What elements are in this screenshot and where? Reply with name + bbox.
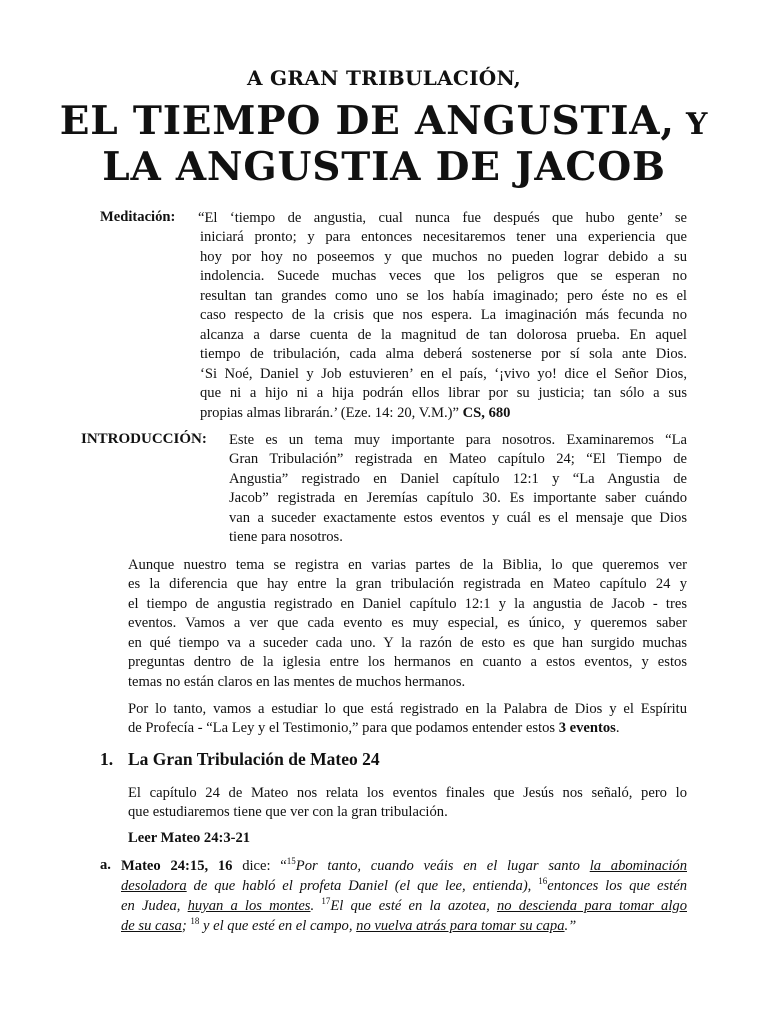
verse-text: . [310,898,322,914]
meditacion-line: caso respecto de la crisis que nos espera. La imaginación más fecunda no [200,307,687,323]
introduccion-line: Angustia” registrado en Daniel capítulo 12:1 y “La Angustia de [229,471,687,487]
introduccion-line: Jacob” registrada en Jeremías capítulo 30. Es importante saber cuándo [229,490,687,506]
meditacion-line: iniciará pronto; y para entonces necesitaremos tener una experiencia que [200,229,687,245]
section-paragraph-line: El capítulo 24 de Mateo nos relata los eventos finales que Jesús nos señaló, pero lo [128,785,687,801]
verse-text: y el que esté en el campo, [199,918,357,934]
meditacion-line: que ni a hijo ni a hija podrán ellos librar por su justicia; tan sólo a sus [200,385,687,401]
verse-text: .” [564,918,577,934]
verse-text: El que esté en la azotea, [330,898,497,914]
verse-number: 18 [190,916,200,927]
verse-number: 17 [321,896,331,907]
body-paragraph-line: es la diferencia que hay entre la gran tribulación registrada en Mateo capítulo 24 y [128,576,687,592]
introduccion-line: van a suceder exactamente estos eventos y cuál es el mensaje que Dios [229,510,687,526]
section-title: La Gran Tribulación de Mateo 24 [128,749,380,769]
verse-number: 16 [538,876,548,887]
meditacion-reference: CS, 680 [462,405,511,421]
meditacion-line-text: propias almas librarán.’ (Eze. 14: 20, V.M.)” [200,405,459,421]
underlined-text: desoladora [121,878,187,894]
body-paragraph2-line: Por lo tanto, vamos a estudiar lo que está registrado en la Palabra de Dios y el Espíritu [128,701,687,717]
meditacion-line: hoy por hoy no poseemos y que muchos no pueden lograr debido a su [200,249,687,265]
verse-text: ; [181,918,191,934]
verse-text: Por tanto, cuando veáis en el lugar santo [295,858,590,874]
reading-reference: Leer Mateo 24:3-21 [128,830,251,846]
item-a-line [121,857,687,876]
body-paragraph-line: eventos. Vamos a ver que cada evento es muy especial, es único, y queremos saber [128,615,687,631]
item-a-ref: Mateo 24:15, 16 [121,858,233,874]
item-a-line [121,877,687,896]
meditacion-line: tiempo de tribulación, cada alma deberá sostenerse por sí sola ante Dios. [200,346,687,362]
body-paragraph-line: temas no están claros en las mentes de muchos hermanos. [128,674,466,690]
verse-number: 15 [286,856,296,867]
underlined-text: no vuelva atrás para tomar su capa [356,918,565,934]
introduccion-line: Este es un tema muy importante para nosotros. Examinaremos “La [229,432,687,448]
verse-text: entonces los que estén [547,878,688,894]
meditacion-line: ‘Si Noé, Daniel y Job estuvieren’ en el país, ‘¡vivo yo! dice el Señor Dios, [200,366,687,382]
paragraph2-bold: 3 eventos [558,720,616,736]
introduccion-line: Gran Tribulación” registrada en Mateo capítulo 24; “El Tiempo de [229,451,687,467]
section-paragraph-line: que estudiaremos tiene que ver con la gran tribulación. [128,804,448,820]
underlined-text: la abominación [589,858,687,874]
title-line1-main: EL TIEMPO DE ANGUSTIA, [59,98,675,144]
body-paragraph-line: en qué tiempo va a suceder cada uno. Y la razón de esto es que han surgido muchas [128,635,687,651]
paragraph2-end: . [615,720,620,736]
item-a-dice: dice: “ [232,858,287,874]
document-title-line1 [0,98,768,144]
meditacion-label: Meditación: [100,209,176,225]
section-number: 1. [100,749,114,769]
body-paragraph-line: el tiempo de angustia registrado en Daniel capítulo 12:1 y la angustia de Jacob - tres [128,596,687,612]
paragraph2-text: de Profecía - “La Ley y el Testimonio,” para que podamos entender estos [128,720,559,736]
body-paragraph-line: preguntas dentro de la iglesia entre los hermanos en cuanto a estos eventos, y estos [128,654,687,670]
title-line1-tail: Y [674,107,709,142]
underlined-text: de su casa [121,918,182,934]
item-a-line [121,897,687,916]
document-subtitle: A GRAN TRIBULACIÓN, [246,66,522,90]
item-a-line-last [121,917,687,936]
body-paragraph-line: Aunque nuestro tema se registra en varias partes de la Biblia, lo que queremos ver [128,557,687,573]
introduccion-line: tiene para nosotros. [229,529,343,545]
meditacion-line-last [200,404,687,423]
verse-text: de que habló el profeta Daniel (el que lee, entienda), [186,878,539,894]
document-title-line2: LA ANGUSTIA DE JACOB [102,144,666,190]
underlined-text: huyan a los montes [187,898,311,914]
underlined-text: no descienda para tomar algo [496,898,687,914]
item-a-label: a. [100,857,111,873]
introduccion-label: INTRODUCCIÓN: [81,431,207,447]
section-heading [100,749,380,770]
meditacion-line: indolencia. Sucede muchas veces que los peligros que se esperan no [200,268,687,284]
meditacion-line: resultan tan grandes como uno se los había imaginado; pero éste no es el [200,288,687,304]
body-paragraph2-line-last [128,719,687,738]
verse-text: en Judea, [121,898,188,914]
meditacion-line: alcanza a darse cuenta de la magnitud de tan dolorosa prueba. En aquel [200,327,687,343]
meditacion-line: “El ‘tiempo de angustia, cual nunca fue después que hubo gente’ se [198,210,687,226]
